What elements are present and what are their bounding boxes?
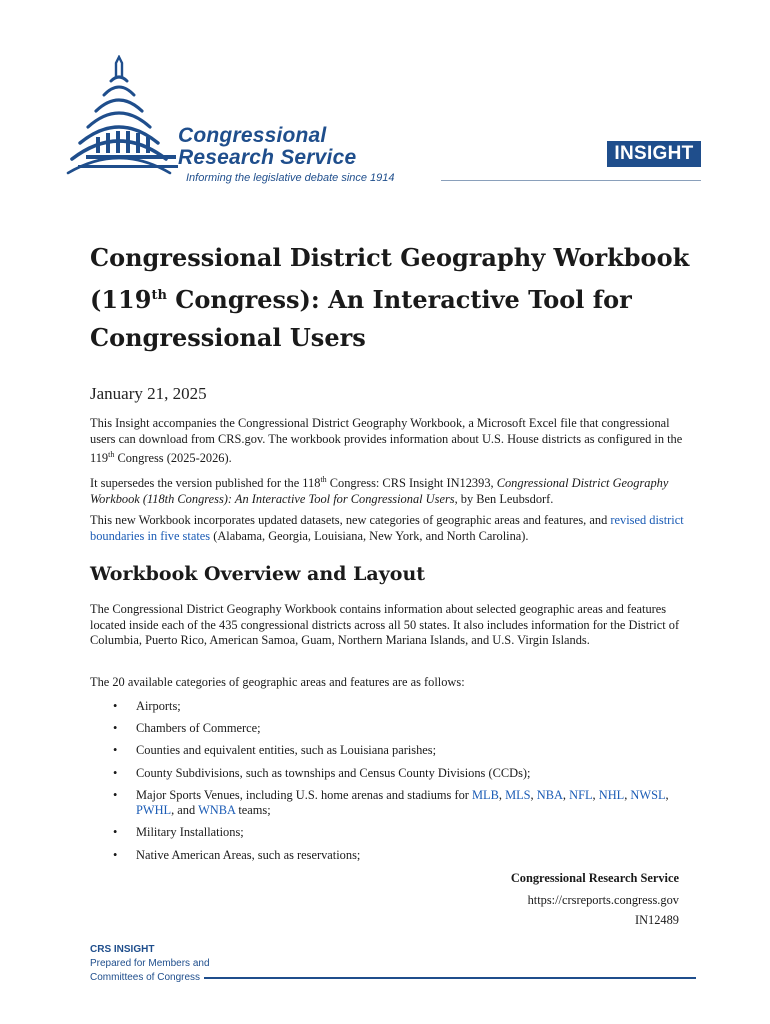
paragraph-intro: This Insight accompanies the Congressional District Geography Workbook, a Microsoft Excel file that congressional users can download from CRS.gov. The workbook provides information about U.S. House districts as configured in the 119th Congress (2025-2026).	[90, 416, 683, 465]
bullet-icon: •	[113, 743, 118, 758]
bullet-icon: •	[113, 825, 118, 840]
tagline: Informing the legislative debate since 1914	[186, 172, 395, 184]
list-item: • Counties and equivalent entities, such as Louisiana parishes;	[113, 743, 437, 758]
list-item: • Airports;	[113, 699, 181, 713]
document-title	[90, 239, 690, 357]
brand-line-1: Congressional	[178, 124, 327, 147]
prior-report-title: Congressional District Geography Workbook (118th Congress): An Interactive Tool for Congressional Users	[90, 476, 669, 506]
crs-brand-name	[178, 125, 356, 169]
wnba-link[interactable]: WNBA	[198, 803, 236, 818]
list-item: • Major Sports Venues, including U.S. home arenas and stadiums for MLB, MLS, NBA, NFL, NHL, NWSL, PWHL, and WNBA teams;	[113, 787, 669, 818]
tagline-rule	[441, 180, 701, 181]
nfl-link[interactable]: NFL	[569, 787, 593, 802]
nwsl-link[interactable]: NWSL	[630, 787, 666, 802]
bullet-icon: •	[113, 787, 118, 802]
crs-header	[66, 55, 706, 190]
footer-label	[90, 943, 210, 985]
paragraph-new-workbook: This new Workbook incorporates updated datasets, new categories of geographic areas and features, and revised district boundaries in five states (Alabama, Georgia, Louisiana, New York, and North Carolina).	[90, 513, 684, 543]
mls-link[interactable]: MLS	[505, 787, 531, 802]
title-line-3: Congressional Users	[90, 323, 366, 352]
nhl-link[interactable]: NHL	[598, 787, 625, 802]
bullet-icon: •	[113, 699, 118, 713]
bullet-icon: •	[113, 847, 118, 862]
paragraph-overview: The Congressional District Geography Workbook contains information about selected geographic areas and features located inside each of the 435 congressional districts across all 50 states. It also includes information for the District of Columbia, Puerto Rico, American Samoa, Guam, Northern Mariana Islands, and U.S. Virgin Islands.	[90, 602, 680, 647]
revised-boundaries-link[interactable]: revised district boundaries in five states	[90, 513, 684, 543]
list-item: • Native American Areas, such as reservations;	[113, 847, 361, 862]
footer-label-2: Prepared for Members and	[90, 958, 210, 969]
bullet-icon: •	[113, 765, 118, 780]
mlb-link[interactable]: MLB	[472, 787, 499, 802]
title-line-1: Congressional District Geography Workbook	[90, 243, 690, 272]
paragraph-supersedes: It supersedes the version published for the 118th Congress: CRS Insight IN12393, Congressional District Geography Workbook (118th Congress): An Interactive Tool for Congressional Users, by Ben Leubsdorf.	[90, 475, 669, 506]
list-item: • County Subdivisions, such as townships and Census County Divisions (CCDs);	[113, 765, 531, 780]
list-item: • Chambers of Commerce;	[113, 721, 261, 736]
list-item: • Military Installations;	[113, 825, 244, 840]
publication-date: January 21, 2025	[90, 384, 207, 403]
footer-report-code: IN12489	[634, 913, 679, 927]
footer-label-3: Committees of Congress	[90, 972, 201, 983]
bullet-icon: •	[113, 721, 118, 736]
brand-line-2: Research Service	[178, 146, 357, 169]
footer-org: Congressional Research Service	[510, 871, 679, 885]
title-line-2: (119th Congress): An Interactive Tool for	[90, 285, 632, 314]
capitol-dome-logo-icon	[66, 55, 186, 183]
nba-link[interactable]: NBA	[536, 787, 563, 802]
paragraph-categories-intro: The 20 available categories of geographic areas and features are as follows:	[90, 675, 465, 689]
insight-badge: INSIGHT	[607, 141, 701, 167]
section-heading: Workbook Overview and Layout	[90, 563, 426, 585]
categories-list	[90, 699, 690, 870]
footer-url[interactable]: https://crsreports.congress.gov	[527, 893, 679, 907]
footer-rule	[204, 977, 696, 979]
footer-label-1: CRS INSIGHT	[90, 944, 155, 955]
pwhl-link[interactable]: PWHL	[136, 803, 172, 818]
